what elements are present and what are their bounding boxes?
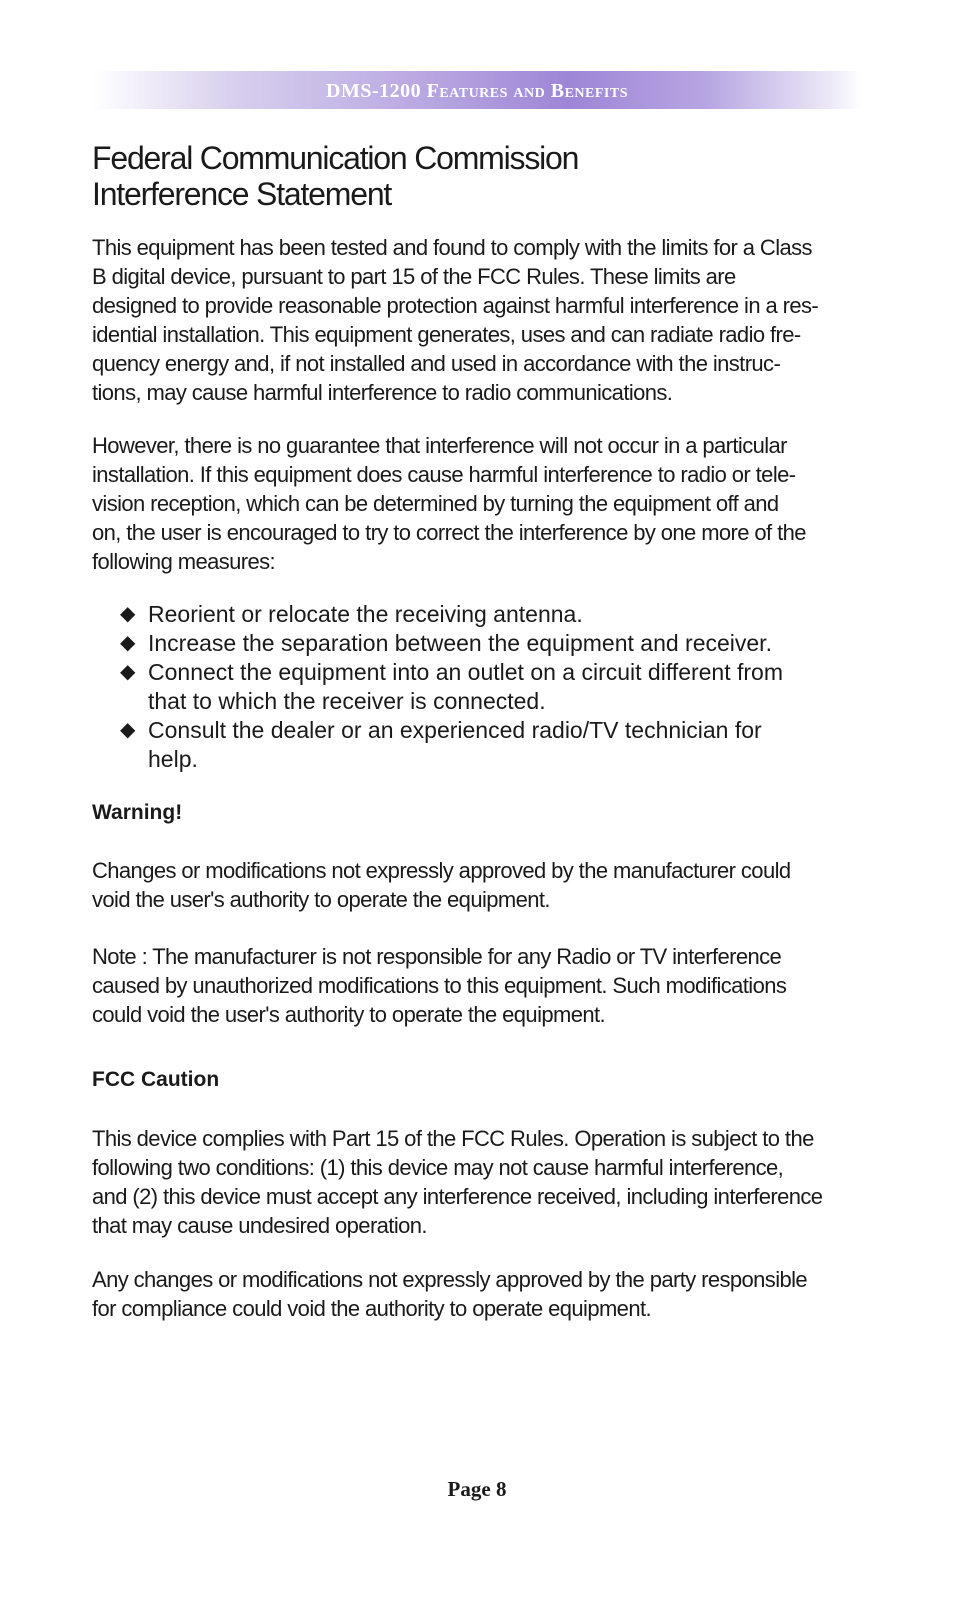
paragraph-line: caused by unauthorized modifications to this equipment. Such modifications bbox=[92, 973, 787, 998]
paragraph-line: that may cause undesired operation. bbox=[92, 1213, 427, 1238]
paragraph-line: idential installation. This equipment generates, uses and can radiate radio fre- bbox=[92, 322, 801, 347]
paragraph-line: quency energy and, if not installed and used in accordance with the instruc- bbox=[92, 351, 781, 376]
paragraph-line: for compliance could void the authority to operate equipment. bbox=[92, 1296, 651, 1321]
paragraph-line: installation. If this equipment does cause harmful interference to radio or tele- bbox=[92, 462, 796, 487]
paragraph-line: void the user's authority to operate the equipment. bbox=[92, 887, 550, 912]
page-title-line-2: Interference Statement bbox=[92, 176, 392, 212]
paragraph-line: Any changes or modifications not expressly approved by the party responsible bbox=[92, 1267, 808, 1292]
paragraph-line: following measures: bbox=[92, 549, 276, 574]
caution-heading: FCC Caution bbox=[92, 1068, 220, 1091]
paragraph-line: B digital device, pursuant to part 15 of the FCC Rules. These limits are bbox=[92, 264, 736, 289]
paragraph-line: following two conditions: (1) this device may not cause harmful interference, bbox=[92, 1155, 784, 1180]
paragraph-line: However, there is no guarantee that interference will not occur in a particular bbox=[92, 433, 787, 458]
list-item-text: Consult the dealer or an experienced radio/TV technician for bbox=[148, 717, 762, 743]
paragraph-modifications bbox=[92, 1265, 862, 1323]
paragraph-line: and (2) this device must accept any interference received, including interference bbox=[92, 1184, 823, 1209]
diamond-bullet-icon: ◆ bbox=[120, 632, 136, 654]
paragraph-line: Note : The manufacturer is not responsible for any Radio or TV interference bbox=[92, 944, 782, 969]
paragraph-note bbox=[92, 942, 862, 1029]
diamond-bullet-icon: ◆ bbox=[120, 603, 136, 625]
page-title-line-1: Federal Communication Commission bbox=[92, 140, 579, 176]
page-title bbox=[92, 140, 852, 212]
diamond-bullet-icon: ◆ bbox=[120, 719, 136, 741]
list-item-text: Increase the separation between the equipment and receiver. bbox=[148, 630, 772, 656]
paragraph-guarantee bbox=[92, 431, 862, 576]
page-number: Page 8 bbox=[447, 1477, 507, 1501]
list-item bbox=[120, 716, 860, 774]
paragraph-compliance bbox=[92, 233, 862, 407]
paragraph-line: tions, may cause harmful interference to radio communications. bbox=[92, 380, 673, 405]
header-band bbox=[92, 71, 862, 109]
list-item bbox=[120, 658, 860, 716]
paragraph-line: designed to provide reasonable protection against harmful interference in a res- bbox=[92, 293, 819, 318]
list-item bbox=[120, 629, 860, 658]
paragraph-warning bbox=[92, 856, 862, 914]
warning-heading: Warning! bbox=[92, 801, 183, 824]
list-item-text: Connect the equipment into an outlet on a circuit different from bbox=[148, 659, 784, 685]
paragraph-line: vision reception, which can be determined by turning the equipment off and bbox=[92, 491, 779, 516]
list-item-text: that to which the receiver is connected. bbox=[148, 688, 546, 714]
paragraph-line: Changes or modifications not expressly approved by the manufacturer could bbox=[92, 858, 791, 883]
paragraph-line: This equipment has been tested and found to comply with the limits for a Class bbox=[92, 235, 812, 260]
header-title: DMS-1200 Features and Benefits bbox=[326, 80, 628, 102]
list-item-text: Reorient or relocate the receiving antenna. bbox=[148, 601, 583, 627]
diamond-bullet-icon: ◆ bbox=[120, 661, 136, 683]
paragraph-line: could void the user's authority to operate the equipment. bbox=[92, 1002, 606, 1027]
paragraph-line: This device complies with Part 15 of the FCC Rules. Operation is subject to the bbox=[92, 1126, 814, 1151]
paragraph-caution bbox=[92, 1124, 862, 1240]
list-item bbox=[120, 600, 860, 629]
paragraph-line: on, the user is encouraged to try to correct the interference by one more of the bbox=[92, 520, 806, 545]
measures-list bbox=[120, 600, 860, 774]
list-item-text: help. bbox=[148, 746, 198, 772]
